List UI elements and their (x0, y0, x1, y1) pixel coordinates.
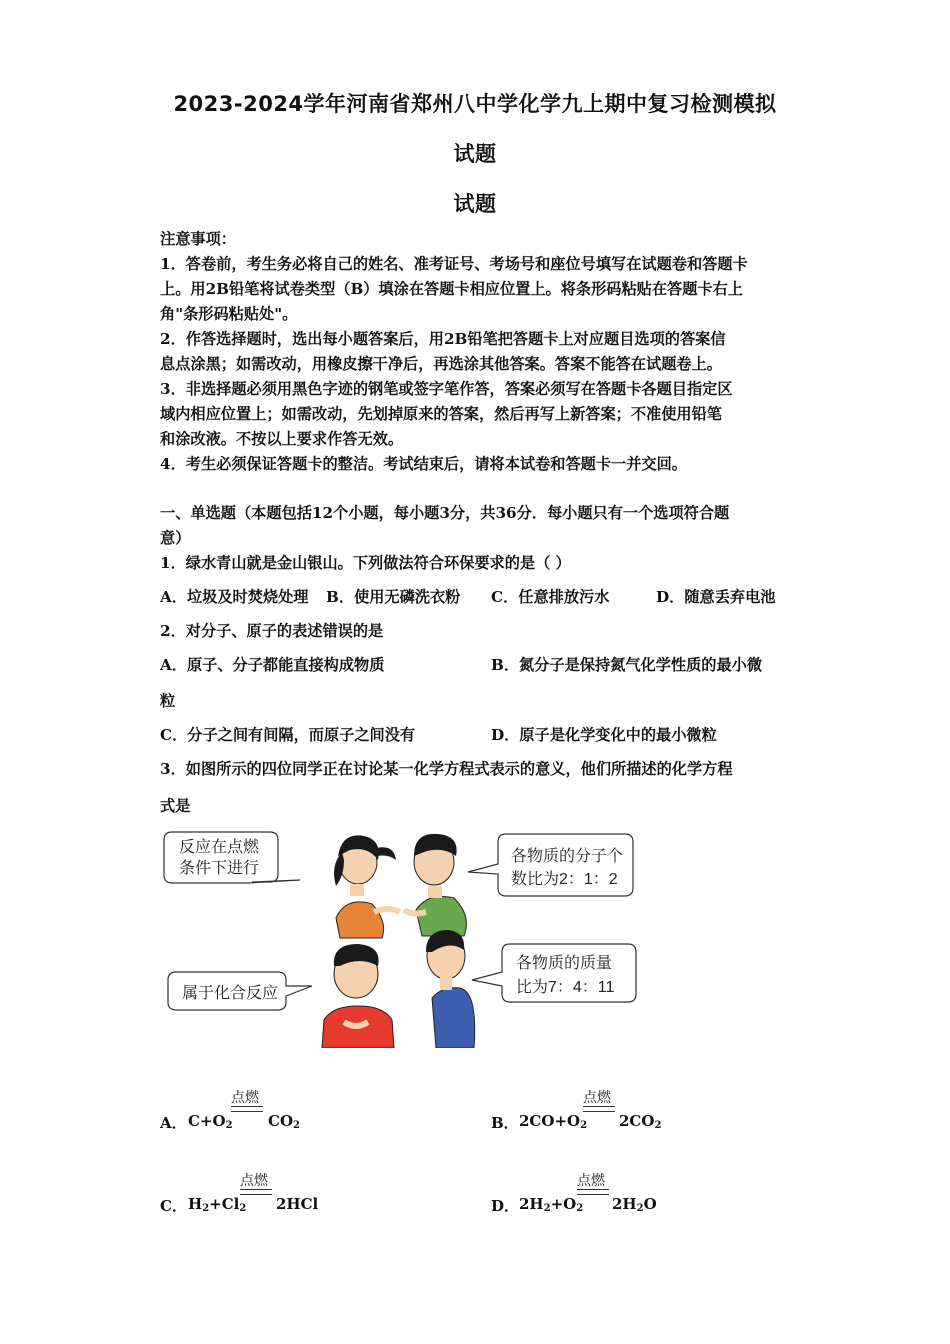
student-girl (334, 835, 400, 938)
notice-line: 3．非选择题必须用黑色字迹的钢笔或签字笔作答，答案必须写在答题卡各题目指定区 (160, 380, 733, 398)
q3-c-condition: 点燃 (240, 1173, 268, 1189)
notice-line: 2．作答选择题时，选出每小题答案后，用2B铅笔把答题卡上对应题目选项的答案信 (160, 330, 726, 348)
exam-title-line2: 试题 (453, 142, 497, 166)
q3-option-b-label: B． (491, 1114, 519, 1132)
q3-b-product: 2CO (619, 1112, 655, 1130)
student-boy-red (322, 944, 394, 1048)
q3-b-reactant: O (567, 1112, 581, 1130)
exam-page: 2023-2024学年河南省郑州八中学化学九上期中复习检测模拟 试题 试题 注意事项： 1．答卷前，考生务必将自己的姓名、准考证号、考场号和座位号填写在试题卷和答题卡 上。用2B铅笔将试卷类型（B）填涂在答题卡相应位置上。将条形码粘贴在答题卡右上 角"条形码粘贴处"。 2．作答选择题时，选出每小题答案后，用2B铅笔把答题卡上对应题目选项的答案信 息点涂黑；如需改动，用橡皮擦干净后，再选涂其他答案。答案不能答在试题卷上。 3．非选择题必须用黑色字迹的钢笔或签字笔作答，答案必须写在答题卡各题目指定区 域内相应位置上；如需改动，先划掉原来的答案，然后再写上新答案；不准使用铅笔 和涂改液。不按以上要求作答无效。 4．考生必须保证答题卡的整洁。考试结束后，请将本试卷和答题卡一并交回。 一、单选题（本题包括12个小题，每小题3分，共36分．每小题只有一个选项符合题 意） 1．绿水青山就是金山银山。下列做法符合环保要求的是（ ） A．垃圾及时焚烧处理 B．使用无磷洗衣粉 C．任意排放污水 D．随意丢弃电池 2．对分子、原子的表述错误的是 A．原子、分子都能直接构成物质 B．氮分子是保持氮气化学性质的最小微 粒 C．分子之间有间隔，而原子之间没有 D．原子是化学变化中的最小微粒 3．如图所示的四位同学正在讨论某一化学方程式表示的意义，他们所描述的化学方程 式是 反应在点燃 条件下进行 各物质的分子个 数比为2：1：2 属于化合反应 各物质的质量 比为7：4：11 A． $C+O_2$ 点燃 $CO_2$ B． $2CO+O_2$ 点燃 $2CO_2$ C． $H_2+Cl_2$ 点燃 2HCl D． $2H_2+O_2$ 点燃 $2H_2O$ (0, 0, 950, 1344)
notice-line: 息点涂黑；如需改动，用橡皮擦干净后，再选涂其他答案。答案不能答在试题卷上。 (160, 355, 722, 373)
question-1-stem: 1．绿水青山就是金山银山。下列做法符合环保要求的是（ ） (160, 554, 571, 572)
q3-option-a-label: A． (160, 1114, 187, 1132)
section-heading-cont: 意） (160, 529, 191, 547)
q1-option-c: C．任意排放污水 (491, 588, 610, 606)
question-3-stem-cont: 式是 (160, 797, 191, 815)
notice-line: 1．答卷前，考生务必将自己的姓名、准考证号、考场号和座位号填写在试题卷和答题卡 (160, 255, 748, 273)
exam-title-line1: 2023-2024学年河南省郑州八中学化学九上期中复习检测模拟 (173, 92, 777, 116)
q2-option-b-cont: 粒 (160, 692, 176, 710)
notice-line: 域内相应位置上；如需改动，先划掉原来的答案，然后再写上新答案；不准使用铅笔 (160, 405, 722, 423)
bubble-1-text-2: 条件下进行 (179, 860, 260, 877)
speech-bubble-1 (164, 832, 300, 883)
student-boy-green (404, 834, 466, 936)
q3-c-product: 2HCl (276, 1195, 319, 1213)
exam-title-line3: 试题 (453, 192, 497, 216)
q3-d-reactant: 2H (519, 1195, 544, 1213)
equation-sign (240, 1189, 272, 1195)
notice-line: 4．考生必须保证答题卡的整洁。考试结束后，请将本试卷和答题卡一并交回。 (160, 455, 687, 473)
equation-sign (231, 1106, 263, 1112)
q3-d-reactant: O (563, 1195, 577, 1213)
q2-option-d: D．原子是化学变化中的最小微粒 (491, 726, 717, 744)
notice-line: 角"条形码粘贴处"。 (160, 305, 298, 323)
speech-bubble-4 (472, 944, 636, 1002)
q2-option-b: B．氮分子是保持氮气化学性质的最小微 (491, 656, 763, 674)
students-discussion-illustration (160, 826, 640, 1048)
q1-option-d: D．随意丢弃电池 (656, 588, 776, 606)
q3-b-reactant: 2CO (519, 1112, 555, 1130)
student-man-blue (426, 930, 475, 1048)
bubble-3-text: 属于化合反应 (182, 985, 279, 1002)
bubble-1-text-1: 反应在点燃 (179, 839, 260, 856)
q3-a-reactant: O (212, 1112, 226, 1130)
q1-option-a: A．垃圾及时焚烧处理 (160, 588, 309, 606)
equation-sign (583, 1106, 615, 1112)
q3-option-d-label: D． (491, 1197, 520, 1215)
notice-line: 和涂改液。不按以上要求作答无效。 (160, 430, 403, 448)
q3-option-c-label: C． (160, 1197, 187, 1215)
speech-bubble-2 (468, 834, 633, 896)
question-2-stem: 2．对分子、原子的表述错误的是 (160, 622, 384, 640)
q3-d-product: 2H (612, 1195, 637, 1213)
section-heading: 一、单选题（本题包括12个小题，每小题3分，共36分．每小题只有一个选项符合题 (160, 504, 730, 522)
bubble-2-text-2: 数比为2：1：2 (511, 871, 618, 888)
q3-a-condition: 点燃 (231, 1090, 259, 1106)
notice-heading: 注意事项： (160, 230, 236, 248)
q3-d-condition: 点燃 (577, 1173, 605, 1189)
q2-option-a: A．原子、分子都能直接构成物质 (160, 656, 385, 674)
question-3-stem: 3．如图所示的四位同学正在讨论某一化学方程式表示的意义，他们所描述的化学方程 (160, 760, 733, 778)
q3-b-condition: 点燃 (583, 1090, 611, 1106)
bubble-4-text-1: 各物质的质量 (516, 955, 613, 972)
bubble-4-text-2: 比为7：4：11 (516, 979, 615, 996)
q3-a-reactant: C (188, 1112, 200, 1130)
notice-line: 上。用2B铅笔将试卷类型（B）填涂在答题卡相应位置上。将条形码粘贴在答题卡右上 (160, 280, 743, 298)
q2-option-c: C．分子之间有间隔，而原子之间没有 (160, 726, 416, 744)
speech-bubble-3 (168, 972, 312, 1010)
equation-sign (577, 1189, 609, 1195)
q3-c-reactant: Cl (221, 1195, 240, 1213)
q1-option-b: B．使用无磷洗衣粉 (326, 588, 461, 606)
bubble-2-text-1: 各物质的分子个 (511, 848, 624, 865)
q3-a-product: CO (268, 1112, 294, 1130)
q3-c-reactant: H (188, 1195, 203, 1213)
